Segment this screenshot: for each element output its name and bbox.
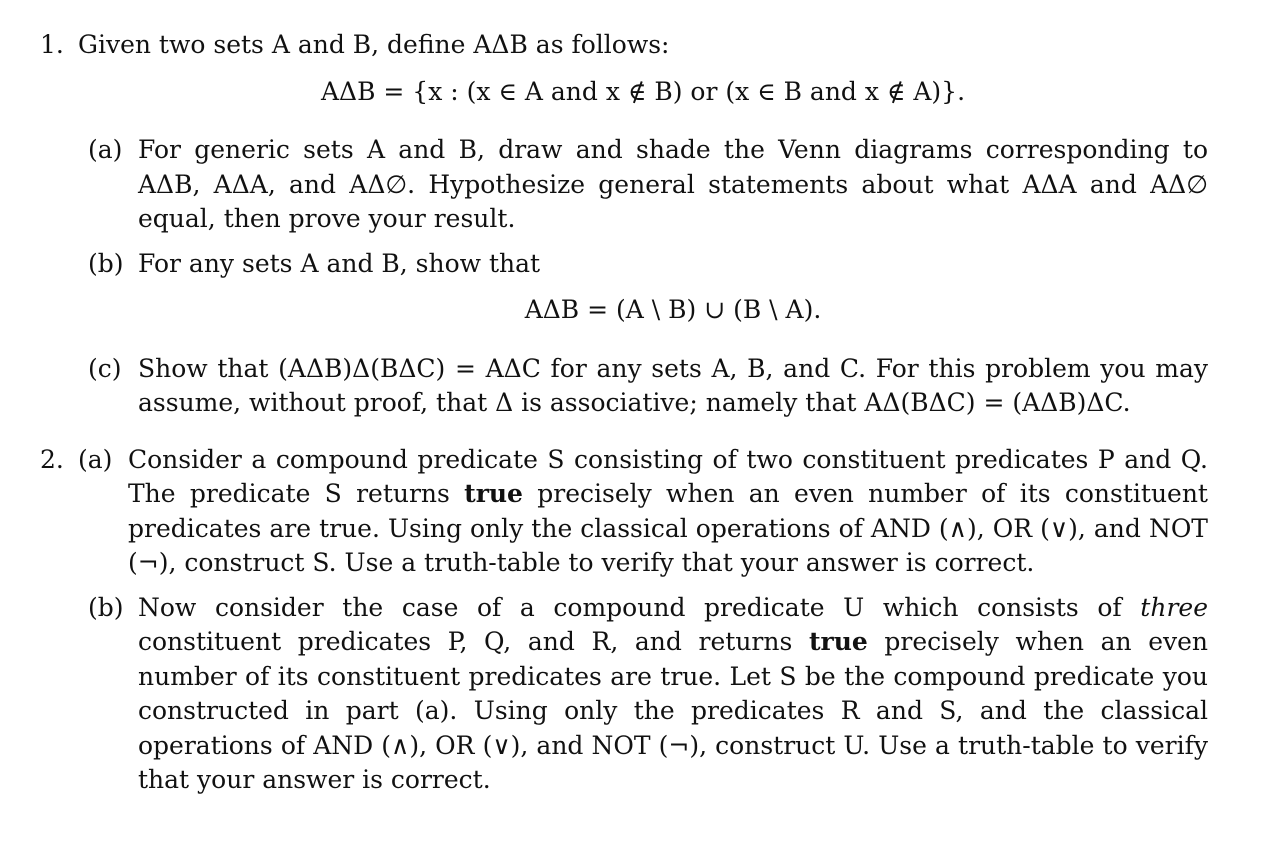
question-2a <box>78 443 1208 581</box>
question-2a-text-1: Consider a compound predicate S consisting of two constituent predicates P and Q. The predicate S returns <box>128 444 1208 508</box>
question-1-body <box>78 28 1208 123</box>
question-1b-label: (b) <box>88 248 124 278</box>
question-2a-bold-true: true <box>464 479 523 508</box>
question-2b-italic-three: three <box>1140 592 1208 622</box>
definition-equation: AΔB = {x : (x ∈ A and x ∉ B) or (x ∈ B and x ∉ A)}. <box>320 76 966 106</box>
question-1-intro: Given two sets A and B, define AΔB as follows: <box>78 30 670 59</box>
question-2b-bold-true: true <box>808 627 868 656</box>
question-1c-label: (c) <box>88 353 122 383</box>
question-1a-text: For generic sets A and B, draw and shade the Venn diagrams corresponding to AΔB, AΔA, and AΔ∅. Hypothesize general statements about what AΔA and AΔ∅ equal, then prove your result. <box>138 135 1208 233</box>
question-2a-text <box>128 443 1208 581</box>
question-1b-text: For any sets A and B, show that <box>138 248 541 278</box>
question-1c <box>88 352 1208 421</box>
question-2b-text-3: precisely when an even number of its constituent predicates are true. Let S be the compound predicate you constructed in part (a). Using only the predicates R and S, and the classical operations of AND (∧), OR (∨), and NOT (¬), construct U. Use a truth-table to verify that your answer is correct. <box>138 627 1209 794</box>
question-2b-text-1: Now consider the case of a compound predicate U which consists of <box>138 592 1122 622</box>
question-2-number: 2. <box>40 444 64 474</box>
question-1c-text: Show that (AΔB)Δ(BΔC) = AΔC for any sets A, B, and C. For this problem you may assume, without proof, that Δ is associative; namely that AΔ(BΔC) = (AΔB)ΔC. <box>138 353 1208 417</box>
question-2 <box>40 443 1208 581</box>
question-2b-text-2: constituent predicates P, Q, and R, and returns <box>138 627 793 656</box>
question-2a-label: (a) <box>78 444 113 474</box>
question-1b-equation: AΔB = (A \ B) ∪ (B \ A). <box>524 295 822 324</box>
question-2-body <box>78 443 1208 581</box>
question-2b-text <box>138 591 1208 798</box>
question-1b <box>88 247 1208 342</box>
question-2b-label: (b) <box>88 592 124 622</box>
question-1-number: 1. <box>40 30 64 59</box>
question-2b <box>88 591 1208 798</box>
question-1a <box>88 133 1208 237</box>
question-1b-body <box>138 247 1208 342</box>
question-2a-text-2: precisely when an even number of its constituent predicates are true. Using only the classical operations of AND (∧), OR (∨), and NOT (¬), construct S. Use a truth-table to verify that your answer is correct. <box>128 479 1208 577</box>
question-1 <box>40 28 1208 123</box>
question-1a-label: (a) <box>88 135 123 164</box>
